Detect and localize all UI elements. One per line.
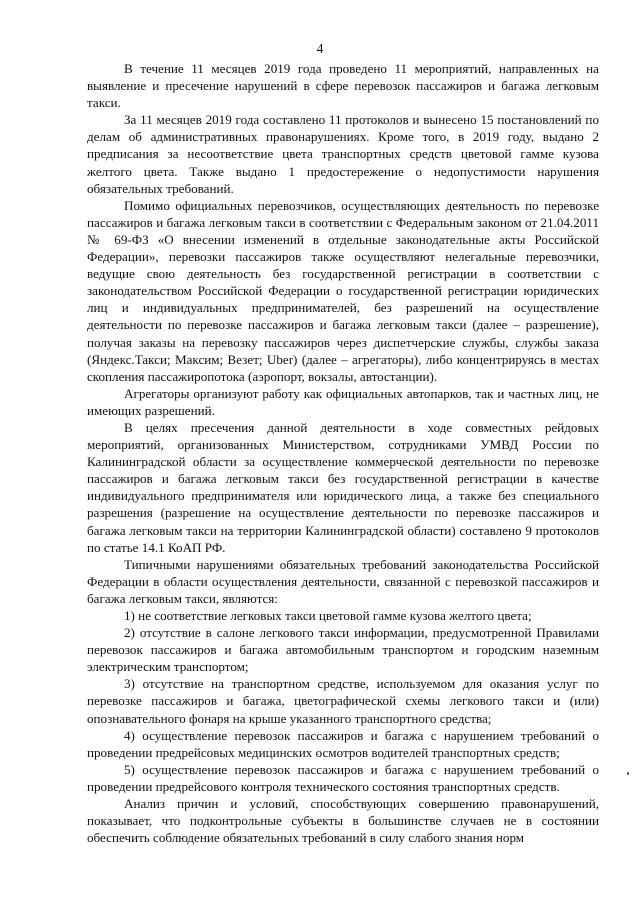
list-item: 5) осуществление перевозок пассажиров и багажа с нарушением требований о проведении предрейсового контроля технического состояния транспортных средств. xyxy=(87,761,599,794)
list-item: 4) осуществление перевозок пассажиров и багажа с нарушением требований о проведении предрейсовых медицинских осмотров водителей транспортных средств; xyxy=(87,727,599,760)
scan-mark xyxy=(627,772,629,775)
paragraph-typical-violations: Типичными нарушениями обязательных требований законодательства Российской Федерации в области осуществления деятельности, связанной с перевозкой пассажиров и багажа легковым такси, являются: xyxy=(87,556,599,606)
paragraph-raids: В целях пресечения данной деятельности в ходе совместных рейдовых мероприятий, организованных Министерством, сотрудниками УМВД России по Калининградской области за осуществление коммерческой деятельности по перевозке пассажиров и багажа легковым такси без государственной регистрации в качестве индивидуального предпринимателя или юридического лица, а также без специального разрешения (разрешение на осуществление деятельности по перевозке пассажиров и багажа легковым такси на территории Калининградской области) составлено 9 протоколов по статье 14.1 КоАП РФ. xyxy=(87,419,599,555)
paragraph-analysis: Анализ причин и условий, способствующих совершению правонарушений, показывает, что подконтрольные субъекты в большинстве случаев не в состоянии обеспечить соблюдение обязательных требований в силу слабого знания норм xyxy=(87,796,599,846)
document-body xyxy=(87,60,599,846)
paragraph-aggregators: Агрегаторы организуют работу как официальных автопарков, так и частных лиц, не имеющих разрешений. xyxy=(87,385,599,418)
list-item: 1) не соответствие легковых такси цветовой гамме кузова желтого цвета; xyxy=(124,608,532,623)
paragraph-protocols: За 11 месяцев 2019 года составлено 11 протоколов и вынесено 15 постановлений по делам об административных правонарушениях. Кроме того, в 2019 году, выдано 2 предписания за несоответствие цвета транспортных средств цветовой гамме кузова желтого цвета. Также выдано 1 предостережение о недопустимости нарушения обязательных требований. xyxy=(87,112,599,196)
list-item: 3) отсутствие на транспортном средстве, используемом для оказания услуг по перевозке пассажиров и багажа, цветографической схемы легкового такси и (или) опознавательного фонаря на крыше указанного транспортного средства; xyxy=(87,676,599,726)
paragraph-events-count: В течение 11 месяцев 2019 года проведено 11 мероприятий, направленных на выявление и пресечение нарушений в сфере перевозок пассажиров и багажа легковым такси. xyxy=(87,61,599,111)
paragraph-illegal-carriers: Помимо официальных перевозчиков, осуществляющих деятельность по перевозке пассажиров и багажа легковым такси в соответствии с Федеральным законом от 21.04.2011 № 69-ФЗ «О внесении изменений в отдельные законодательные акты Российской Федерации», перевозки пассажиров также осуществляют нелегальные перевозчики, ведущие свою деятельность без государственной регистрации в соответствии с законодательством Российской Федерации о государственной регистрации юридических лиц и индивидуальных предпринимателей, без разрешений на осуществление деятельности по перевозке пассажиров и багажа легковым такси (далее – разрешение), получая заказы на перевозку пассажиров через диспетчерские службы, службы заказа (Яндекс.Такси; Максим; Везет; Uber) (далее – агрегаторы), либо концентрируясь в местах скопления пассажиропотока (аэропорт, вокзалы, автостанции). xyxy=(87,197,599,384)
list-item: 2) отсутствие в салоне легкового такси информации, предусмотренной Правилами перевозок пассажиров и багажа автомобильным транспортом и городским наземным электрическим транспортом; xyxy=(87,625,599,675)
page-number: 4 xyxy=(316,41,324,56)
